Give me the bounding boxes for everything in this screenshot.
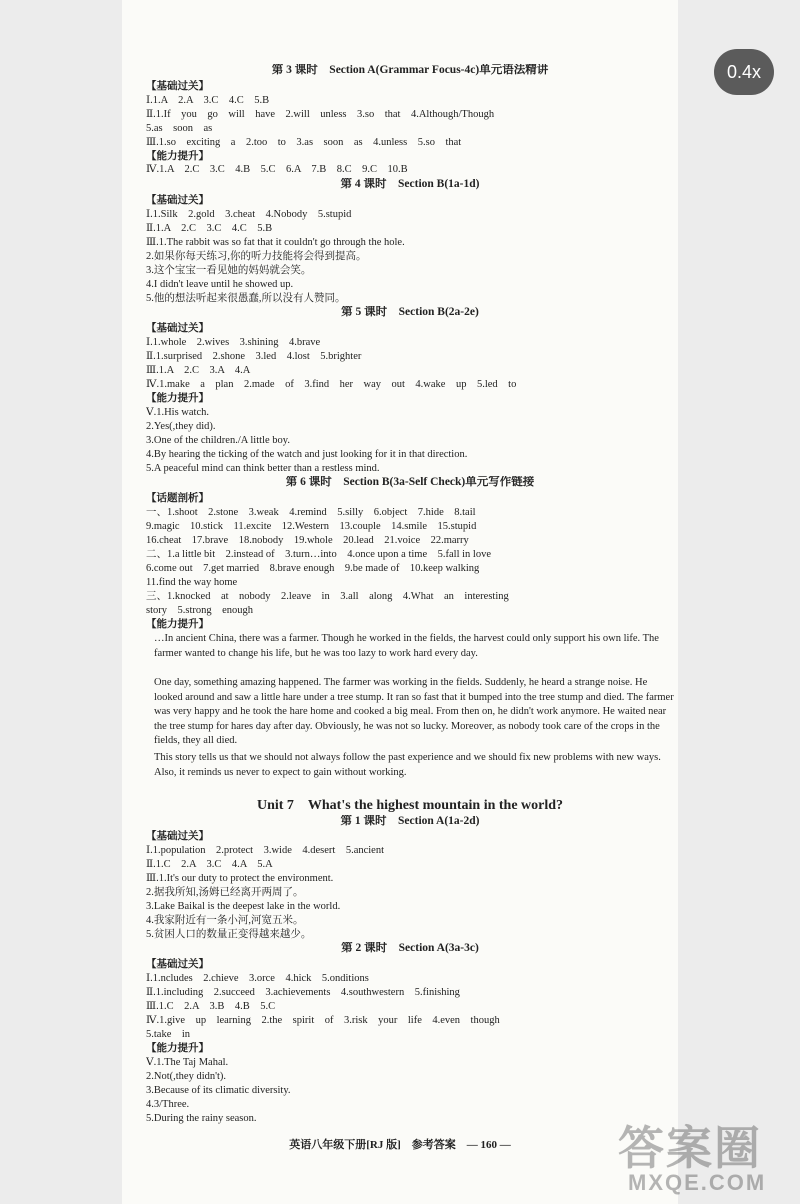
answer-line: 5.During the rainy season. xyxy=(146,1113,257,1124)
section-tag: 【话题剖析】 xyxy=(146,493,209,504)
answer-line: 2.Yes(,they did). xyxy=(146,421,216,432)
answer-line: Ⅱ.1.surprised 2.shone 3.led 4.lost 5.brighter xyxy=(146,351,362,362)
answer-line: Ⅰ.1.whole 2.wives 3.shining 4.brave xyxy=(146,337,321,348)
answer-line: Ⅰ.1.population 2.protect 3.wide 4.desert 5.ancient xyxy=(146,845,385,856)
answer-line: 5.贫困人口的数量正变得越来越少。 xyxy=(146,929,312,940)
page-footer: 英语八年级下册[RJ 版] 参考答案 — 160 — xyxy=(289,1139,511,1151)
answer-line: Ⅳ.1.make a plan 2.made of 3.find her way out 4.wake up 5.led to xyxy=(146,379,517,390)
lesson-title: Unit 7 What's the highest mountain in the world? xyxy=(256,798,564,813)
answer-line: Ⅱ.1.If you go will have 2.will unless 3.so that 4.Although/Though xyxy=(146,109,495,120)
answer-line: 5.他的想法听起来很愚蠢,所以没有人赞同。 xyxy=(146,293,346,304)
answer-line: 4.I didn't leave until he showed up. xyxy=(146,279,294,290)
answer-line: 3.Lake Baikal is the deepest lake in the world. xyxy=(146,901,341,912)
answer-line: Ⅴ.1.The Taj Mahal. xyxy=(146,1057,229,1068)
answer-line: Ⅴ.1.His watch. xyxy=(146,407,209,418)
essay-paragraph: One day, something amazing happened. The farmer was working in the fields. Suddenly, he heard a strange noise. He looked around and saw a little hare under a tree stump. It ran so fast that it bumped into the tree stump and died. The farmer was very happy and he took the hare home and cooked a big meal. From then on, he didn't work anymore. He waited near the tree stump for hares day after day. Obviously, he was not so lucky. Moreover, as nobody took care of the crops in the fields, they all died. xyxy=(154,677,674,746)
answer-line: 9.magic 10.stick 11.excite 12.Western 13.couple 14.smile 15.stupid xyxy=(146,521,477,532)
lesson-title: 第 1 课时 Section A(1a-2d) xyxy=(340,815,480,827)
answer-line: Ⅱ.1.including 2.succeed 3.achievements 4.southwestern 5.finishing xyxy=(146,987,460,998)
answer-line: Ⅱ.1.A 2.C 3.C 4.C 5.B xyxy=(146,223,273,234)
answer-line: Ⅰ.1.ncludes 2.chieve 3.orce 4.hick 5.onditions xyxy=(146,973,369,984)
zoom-level-badge[interactable]: 0.4x xyxy=(714,49,774,95)
essay-paragraph: This story tells us that we should not always follow the past experience and we should fix new problems with new ways. Also, it reminds us never to expect to gain without working. xyxy=(154,752,661,778)
essay-paragraph: …In ancient China, there was a farmer. Though he worked in the fields, the harvest could only support his own life. The farmer wanted to change his life, but he was too lazy to work hard every day. xyxy=(154,633,659,659)
section-tag: 【基础过关】 xyxy=(146,831,209,842)
lesson-title: 第 6 课时 Section B(3a-Self Check)单元写作链接 xyxy=(285,476,535,488)
answer-line: 5.take in xyxy=(146,1029,191,1040)
answer-line: Ⅱ.1.C 2.A 3.C 4.A 5.A xyxy=(146,859,273,870)
answer-line: 3.这个宝宝一看见她的妈妈就会笑。 xyxy=(146,265,312,276)
answer-line: 11.find the way home xyxy=(146,577,238,588)
section-tag: 【基础过关】 xyxy=(146,323,209,334)
answer-line: Ⅳ.1.give up learning 2.the spirit of 3.risk your life 4.even though xyxy=(146,1015,500,1026)
answer-line: 3.Because of its climatic diversity. xyxy=(146,1085,291,1096)
lesson-title: 第 2 课时 Section A(3a-3c) xyxy=(341,942,479,954)
answer-line: Ⅰ.1.A 2.A 3.C 4.C 5.B xyxy=(146,95,270,106)
answer-line: story 5.strong enough xyxy=(146,605,254,616)
lesson-title: 第 3 课时 Section A(Grammar Focus-4c)单元语法精讲 xyxy=(271,64,549,76)
watermark-cn: 答案圈 xyxy=(618,1121,762,1175)
answer-line: 2.据我所知,汤姆已经离开两周了。 xyxy=(146,887,304,898)
answer-line: Ⅰ.1.Silk 2.gold 3.cheat 4.Nobody 5.stupid xyxy=(146,209,352,220)
viewer-margin-left xyxy=(0,0,122,1204)
section-tag: 【基础过关】 xyxy=(146,81,209,92)
answer-line: 2.如果你每天练习,你的听力技能将会得到提高。 xyxy=(146,251,367,262)
answer-line: Ⅲ.1.The rabbit was so fat that it couldn't go through the hole. xyxy=(146,237,405,248)
watermark-logo xyxy=(618,1112,778,1202)
answer-line: Ⅲ.1.so exciting a 2.too to 3.as soon as 4.unless 5.so that xyxy=(146,137,462,148)
answer-line: 16.cheat 17.brave 18.nobody 19.whole 20.lead 21.voice 22.marry xyxy=(146,535,469,546)
answer-line: 二、1.a little bit 2.instead of 3.turn…into 4.once upon a time 5.fall in love xyxy=(146,549,491,560)
section-tag: 【能力提升】 xyxy=(146,393,209,404)
answer-line: Ⅳ.1.A 2.C 3.C 4.B 5.C 6.A 7.B 8.C 9.C 10.B xyxy=(146,164,408,175)
answer-line: 4.我家附近有一条小河,河宽五米。 xyxy=(146,915,304,926)
section-tag: 【基础过关】 xyxy=(146,959,209,970)
answer-line: Ⅲ.1.C 2.A 3.B 4.B 5.C xyxy=(146,1001,276,1012)
section-tag: 【能力提升】 xyxy=(146,1043,209,1054)
answer-line: 4.By hearing the ticking of the watch and just looking for it in that direction. xyxy=(146,449,468,460)
lesson-title: 第 4 课时 Section B(1a-1d) xyxy=(340,178,480,190)
answer-line: 5.as soon as xyxy=(146,123,213,134)
watermark-en: MXQE.COM xyxy=(628,1170,767,1195)
lesson-title: 第 5 课时 Section B(2a-2e) xyxy=(341,306,479,318)
answer-line: 一、1.shoot 2.stone 3.weak 4.remind 5.silly 6.object 7.hide 8.tail xyxy=(146,507,476,518)
section-tag: 【基础过关】 xyxy=(146,195,209,206)
answer-line: 6.come out 7.get married 8.brave enough 9.be made of 10.keep walking xyxy=(146,563,480,574)
section-tag: 【能力提升】 xyxy=(146,151,209,162)
answer-line: 5.A peaceful mind can think better than a restless mind. xyxy=(146,463,380,474)
answer-line: Ⅲ.1.It's our duty to protect the environment. xyxy=(146,873,334,884)
answer-line: 3.One of the children./A little boy. xyxy=(146,435,290,446)
answer-line: 三、1.knocked at nobody 2.leave in 3.all along 4.What an interesting xyxy=(146,591,509,602)
answer-line: 2.Not(,they didn't). xyxy=(146,1071,227,1082)
section-tag: 【能力提升】 xyxy=(146,619,209,630)
answer-line: Ⅲ.1.A 2.C 3.A 4.A xyxy=(146,365,251,376)
viewer-margin-right xyxy=(678,0,800,1204)
answer-line: 4.3/Three. xyxy=(146,1099,190,1110)
